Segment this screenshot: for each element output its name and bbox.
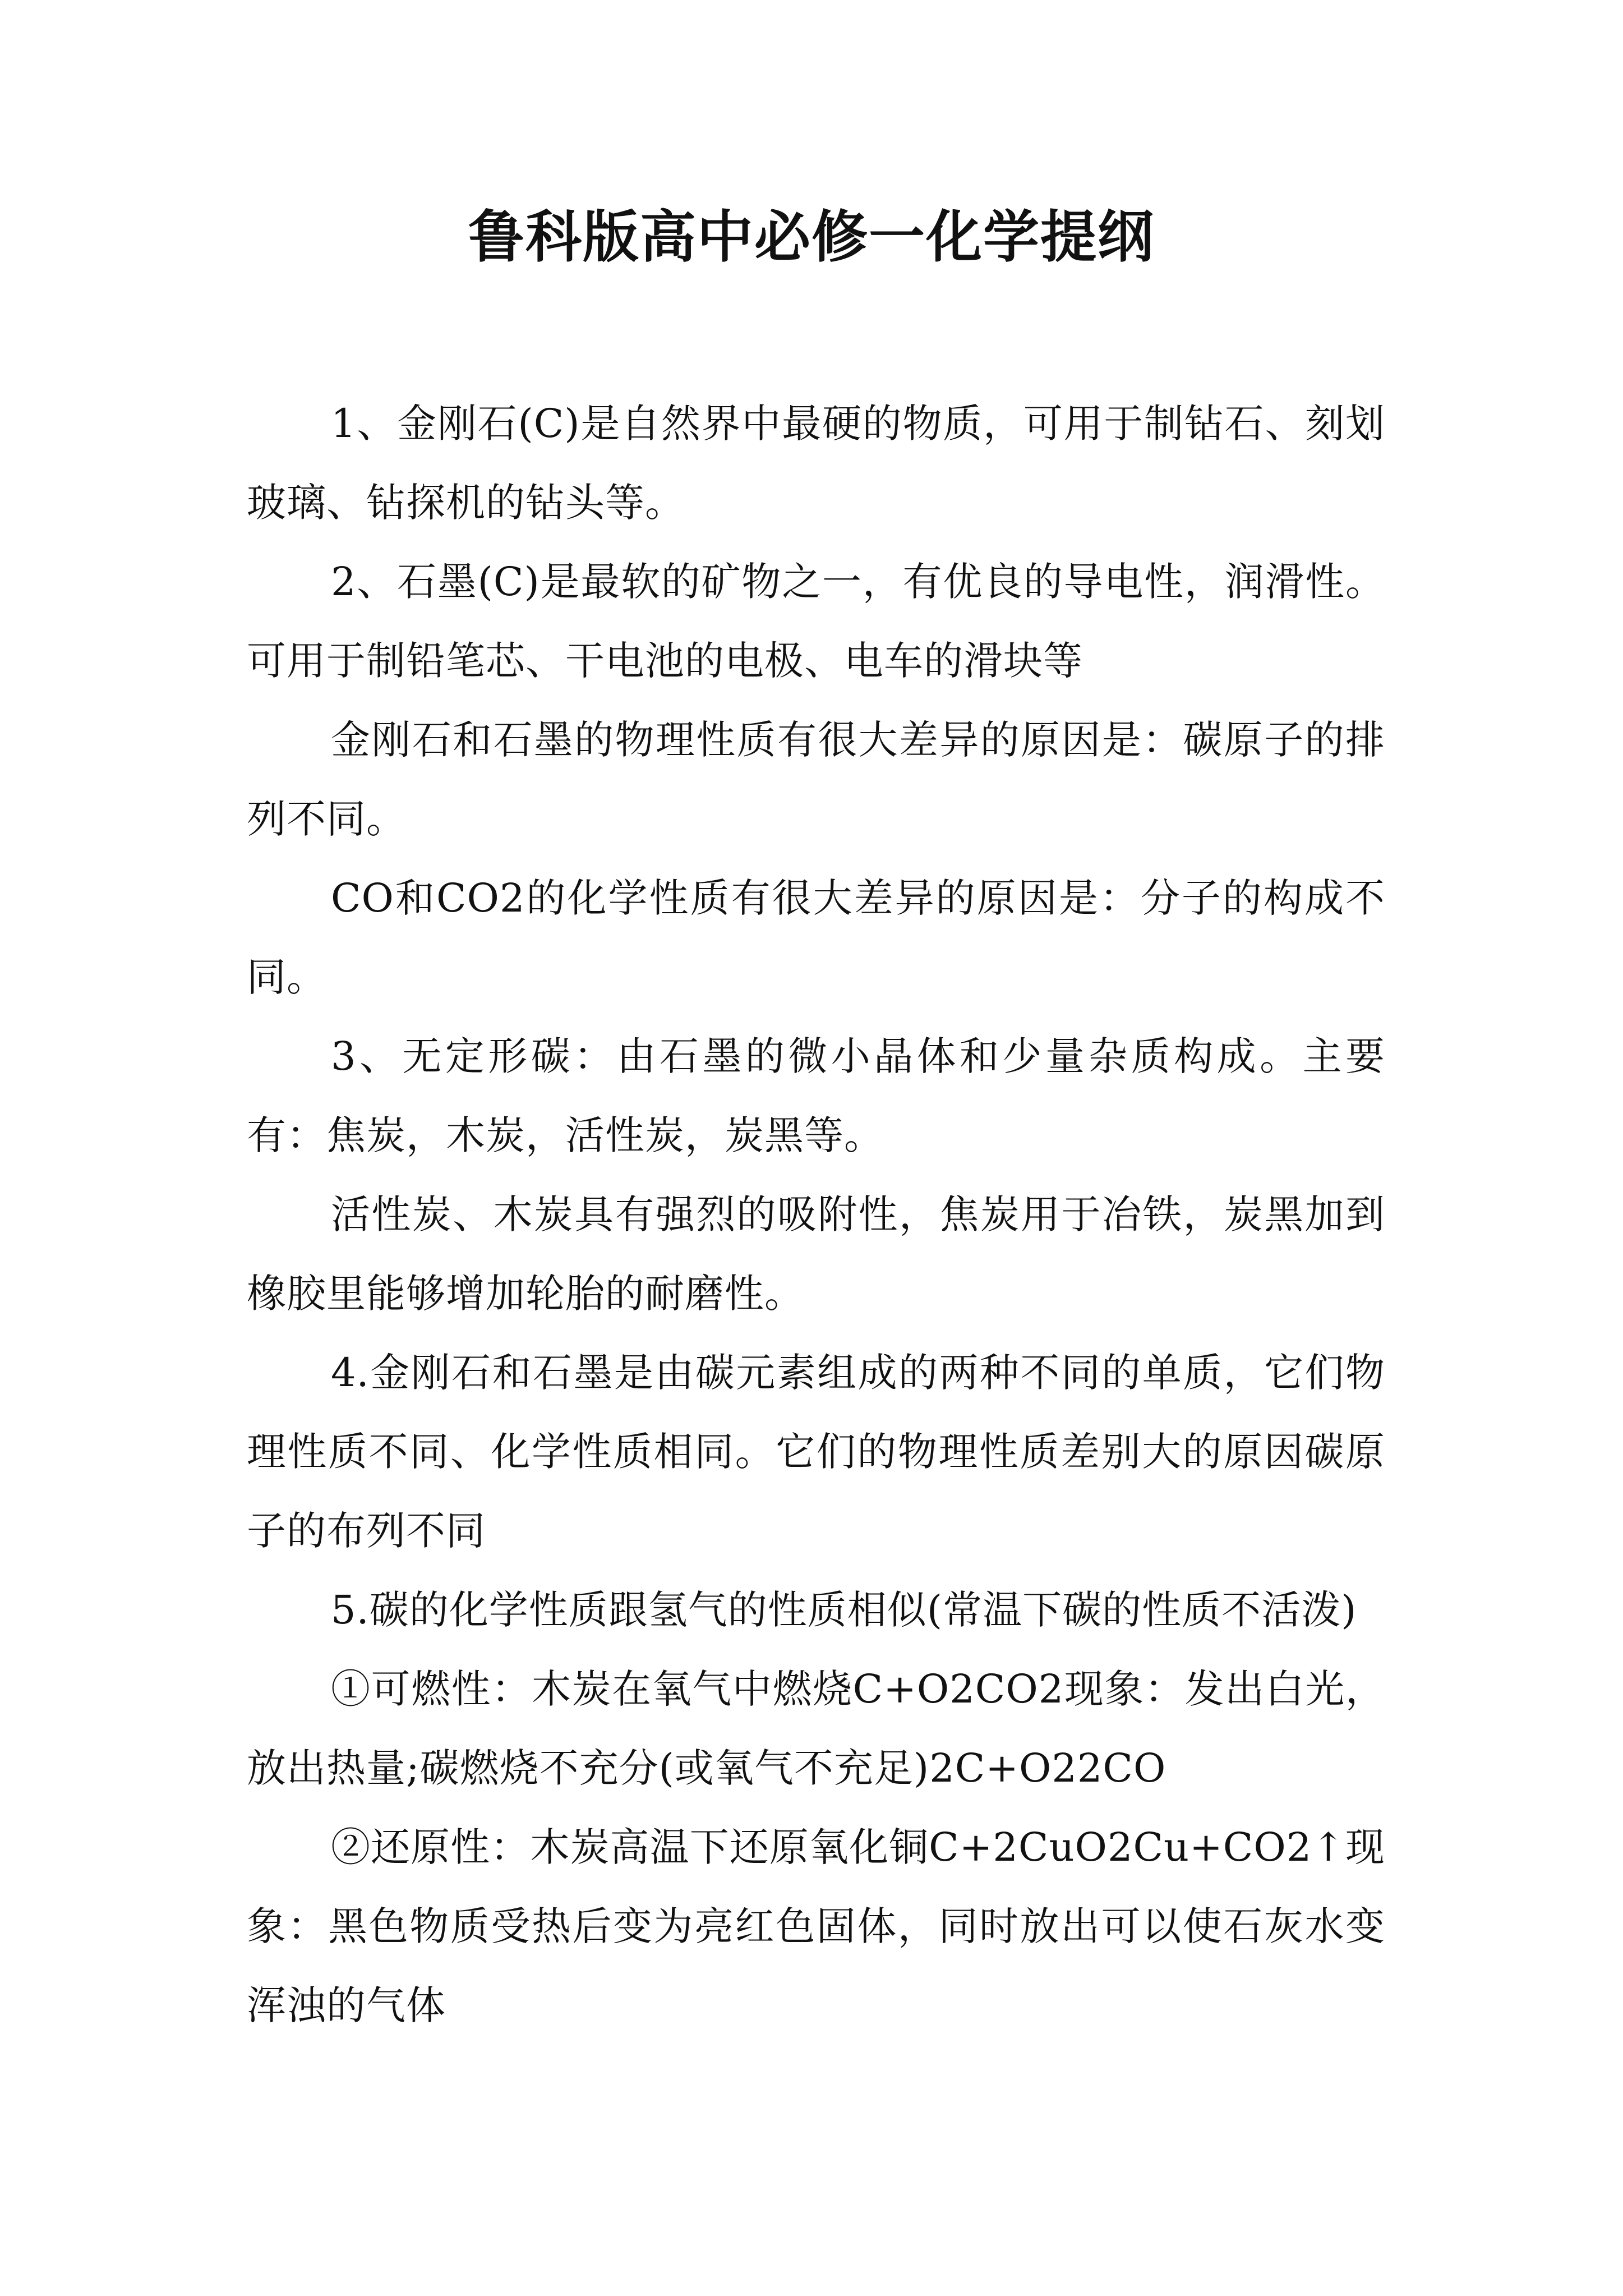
paragraph-allotropes: 4.金刚石和石墨是由碳元素组成的两种不同的单质，它们物理性质不同、化学性质相同。它们的物理性质差别大的原因碳原子的布列不同 [247,1350,1385,1554]
paragraph-diamond: 1、金刚石(C)是自然界中最硬的物质，可用于制钻石、刻划玻璃、钻探机的钻头等。 [247,401,1385,526]
paragraph-graphite: 2、石墨(C)是最软的矿物之一，有优良的导电性，润滑性。可用于制铅笔芯、干电池的电极、电车的滑块等 [247,559,1385,684]
paragraph-co-co2: CO和CO2的化学性质有很大差异的原因是：分子的构成不同。 [247,875,1385,1000]
document-body [247,384,1385,2045]
paragraph-reducibility: ②还原性：木炭高温下还原氧化铜C+2CuO2Cu+CO2↑现象：黑色物质受热后变为亮红色固体，同时放出可以使石灰水变浑浊的气体 [247,1824,1385,2028]
page-title: 鲁科版高中必修一化学提纲 [468,204,1155,270]
paragraph-amorphous-carbon: 3、无定形碳：由石墨的微小晶体和少量杂质构成。主要有：焦炭，木炭，活性炭，炭黑等。 [247,1033,1385,1158]
paragraph-adsorption: 活性炭、木炭具有强烈的吸附性，焦炭用于冶铁，炭黑加到橡胶里能够增加轮胎的耐磨性。 [247,1191,1385,1317]
paragraph-chemical-properties: 5.碳的化学性质跟氢气的性质相似(常温下碳的性质不活泼) [331,1587,1357,1633]
paragraph-physical-difference: 金刚石和石墨的物理性质有很大差异的原因是：碳原子的排列不同。 [247,717,1385,842]
paragraph-combustibility: ①可燃性：木炭在氧气中燃烧C+O2CO2现象：发出白光，放出热量;碳燃烧不充分(或氧气不充足)2C+O22CO [247,1666,1385,1791]
